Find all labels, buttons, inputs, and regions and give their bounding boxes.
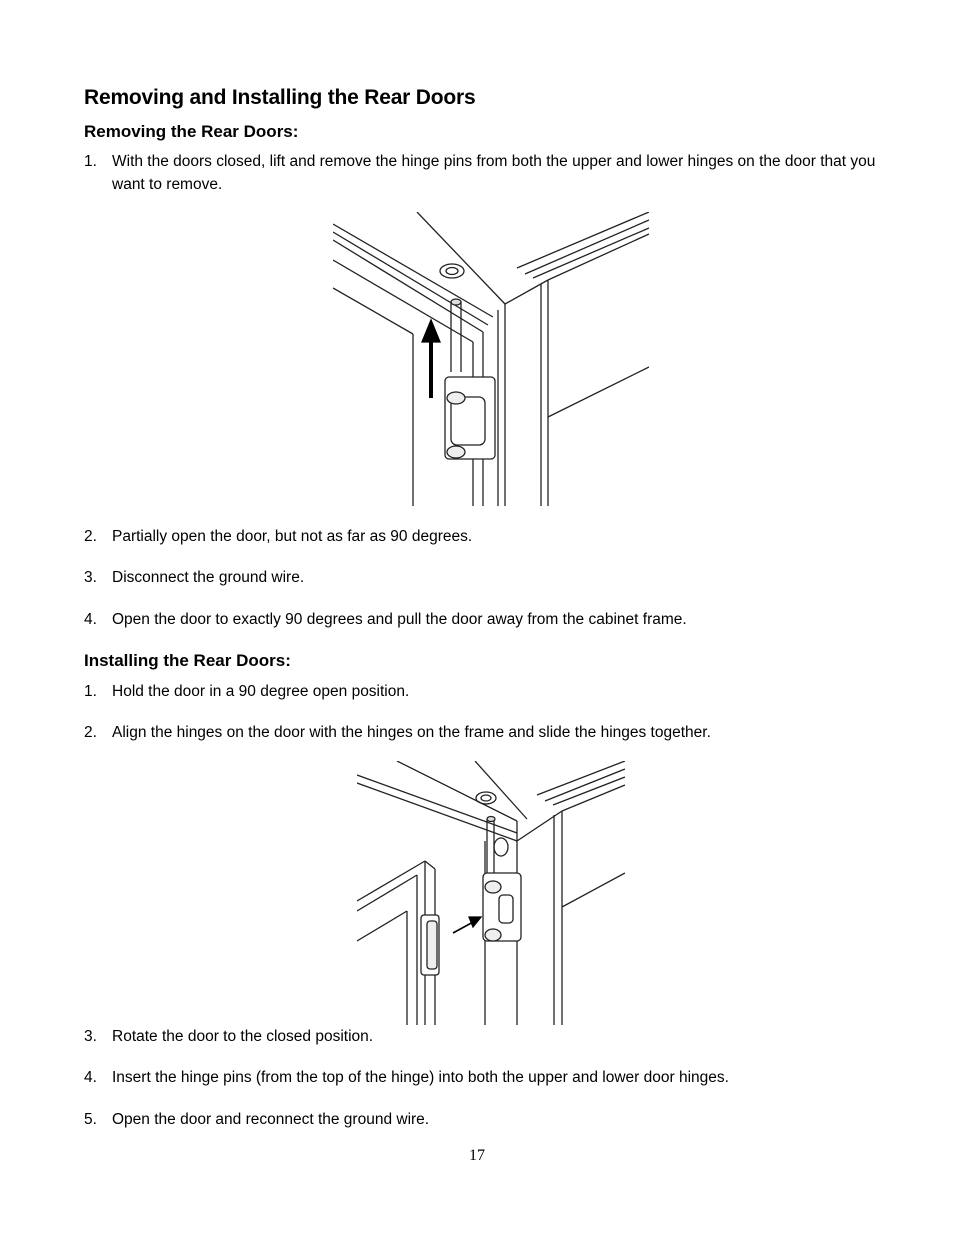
hinge-alignment-illustration	[357, 761, 625, 1025]
removing-step-1	[84, 150, 884, 196]
step-text: With the doors closed, lift and remove the hinge pins from both the upper and lower hinges on the door that you want to remove.	[112, 153, 876, 193]
removing-step-2	[84, 525, 884, 548]
installing-step-4	[84, 1066, 884, 1089]
removing-step-4	[84, 608, 884, 631]
section-heading-installing: Installing the Rear Doors:	[84, 651, 291, 670]
step-text: Disconnect the ground wire.	[112, 569, 305, 586]
page-title: Removing and Installing the Rear Doors	[84, 86, 476, 109]
step-text: Rotate the door to the closed position.	[112, 1028, 374, 1045]
page-number: 17	[469, 1147, 485, 1164]
removing-step-3	[84, 566, 884, 589]
installing-step-2	[84, 721, 884, 744]
step-text: Partially open the door, but not as far as 90 degrees.	[112, 528, 473, 545]
step-text: Open the door to exactly 90 degrees and pull the door away from the cabinet frame.	[112, 611, 687, 628]
step-text: Open the door and reconnect the ground wire.	[112, 1111, 430, 1128]
step-number: 2.	[84, 528, 97, 545]
step-number: 3.	[84, 1028, 97, 1045]
hinge-pin-removal-illustration	[333, 212, 649, 506]
step-number: 2.	[84, 724, 97, 741]
step-number: 3.	[84, 569, 97, 586]
step-text: Hold the door in a 90 degree open position.	[112, 683, 410, 700]
installing-step-3	[84, 1025, 884, 1048]
step-number: 5.	[84, 1111, 97, 1128]
step-text: Insert the hinge pins (from the top of the hinge) into both the upper and lower door hinges.	[112, 1069, 729, 1086]
section-heading-removing: Removing the Rear Doors:	[84, 122, 299, 141]
step-number: 4.	[84, 1069, 97, 1086]
step-text: Align the hinges on the door with the hinges on the frame and slide the hinges together.	[112, 724, 711, 741]
step-number: 1.	[84, 153, 97, 170]
installing-step-5	[84, 1108, 884, 1131]
step-number: 1.	[84, 683, 97, 700]
installing-step-1	[84, 680, 884, 703]
step-number: 4.	[84, 611, 97, 628]
